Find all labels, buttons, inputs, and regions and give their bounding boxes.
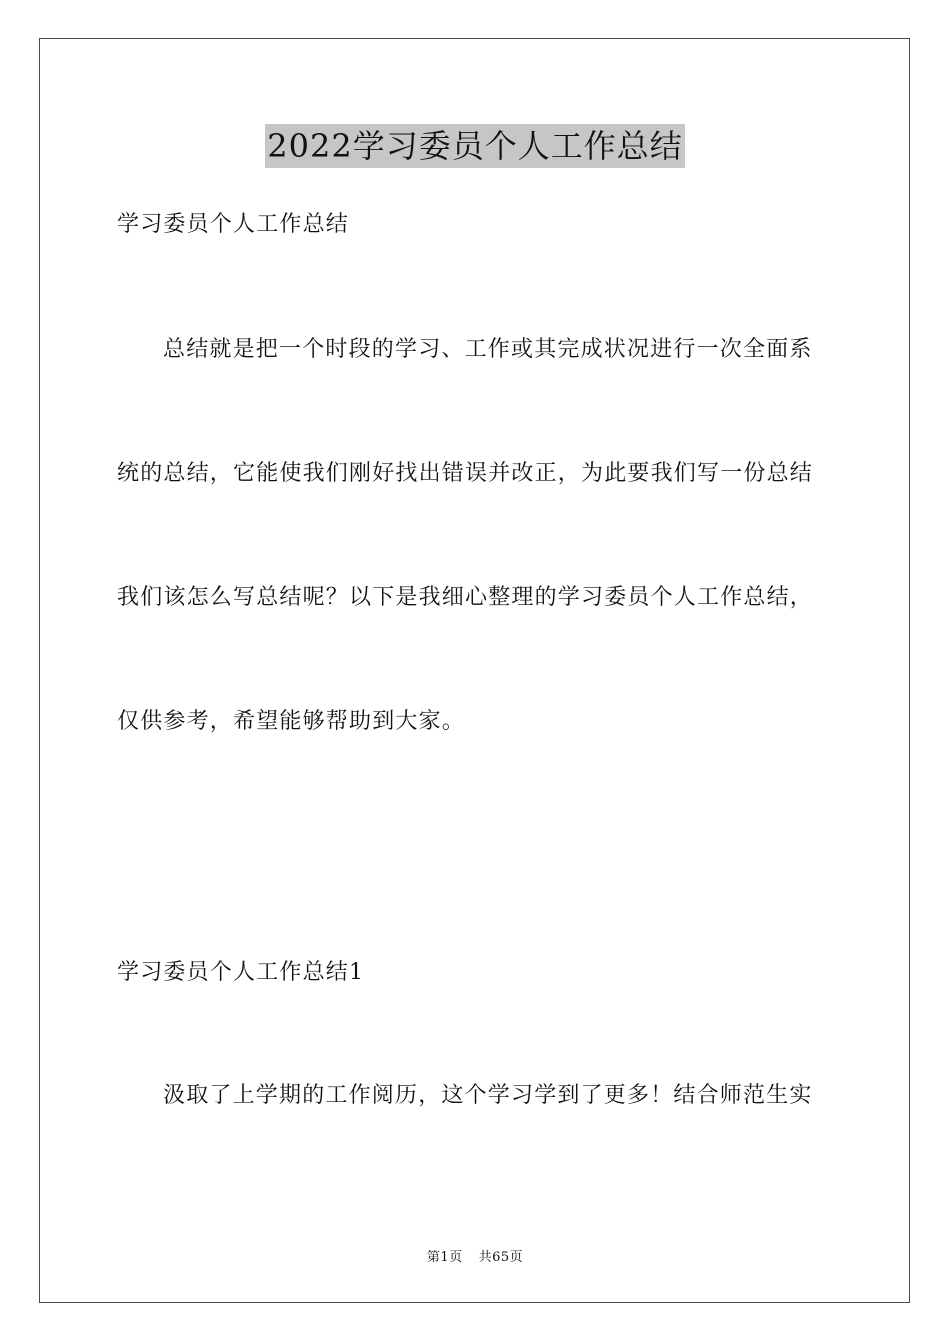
intro-line-2: 统的总结，它能使我们刚好找出错误并改正，为此要我们写一份总结: [117, 461, 814, 486]
page-total: 共65页: [478, 1250, 524, 1265]
title-container: [0, 124, 950, 168]
intro-line-4: 仅供参考，希望能够帮助到大家。: [117, 709, 466, 734]
intro-line-1: 总结就是把一个时段的学习、工作或其完成状况进行一次全面系: [163, 337, 813, 362]
section-heading: 学习委员个人工作总结1: [117, 960, 365, 985]
document-subtitle: 学习委员个人工作总结: [117, 212, 350, 237]
page-footer: [0, 1246, 950, 1265]
page-number: 第1页: [426, 1250, 463, 1265]
section-line-1: 汲取了上学期的工作阅历，这个学习学到了更多！结合师范生实: [163, 1083, 813, 1108]
intro-line-3: 我们该怎么写总结呢？以下是我细心整理的学习委员个人工作总结，: [117, 585, 814, 610]
document-title: 2022学习委员个人工作总结: [265, 124, 684, 168]
